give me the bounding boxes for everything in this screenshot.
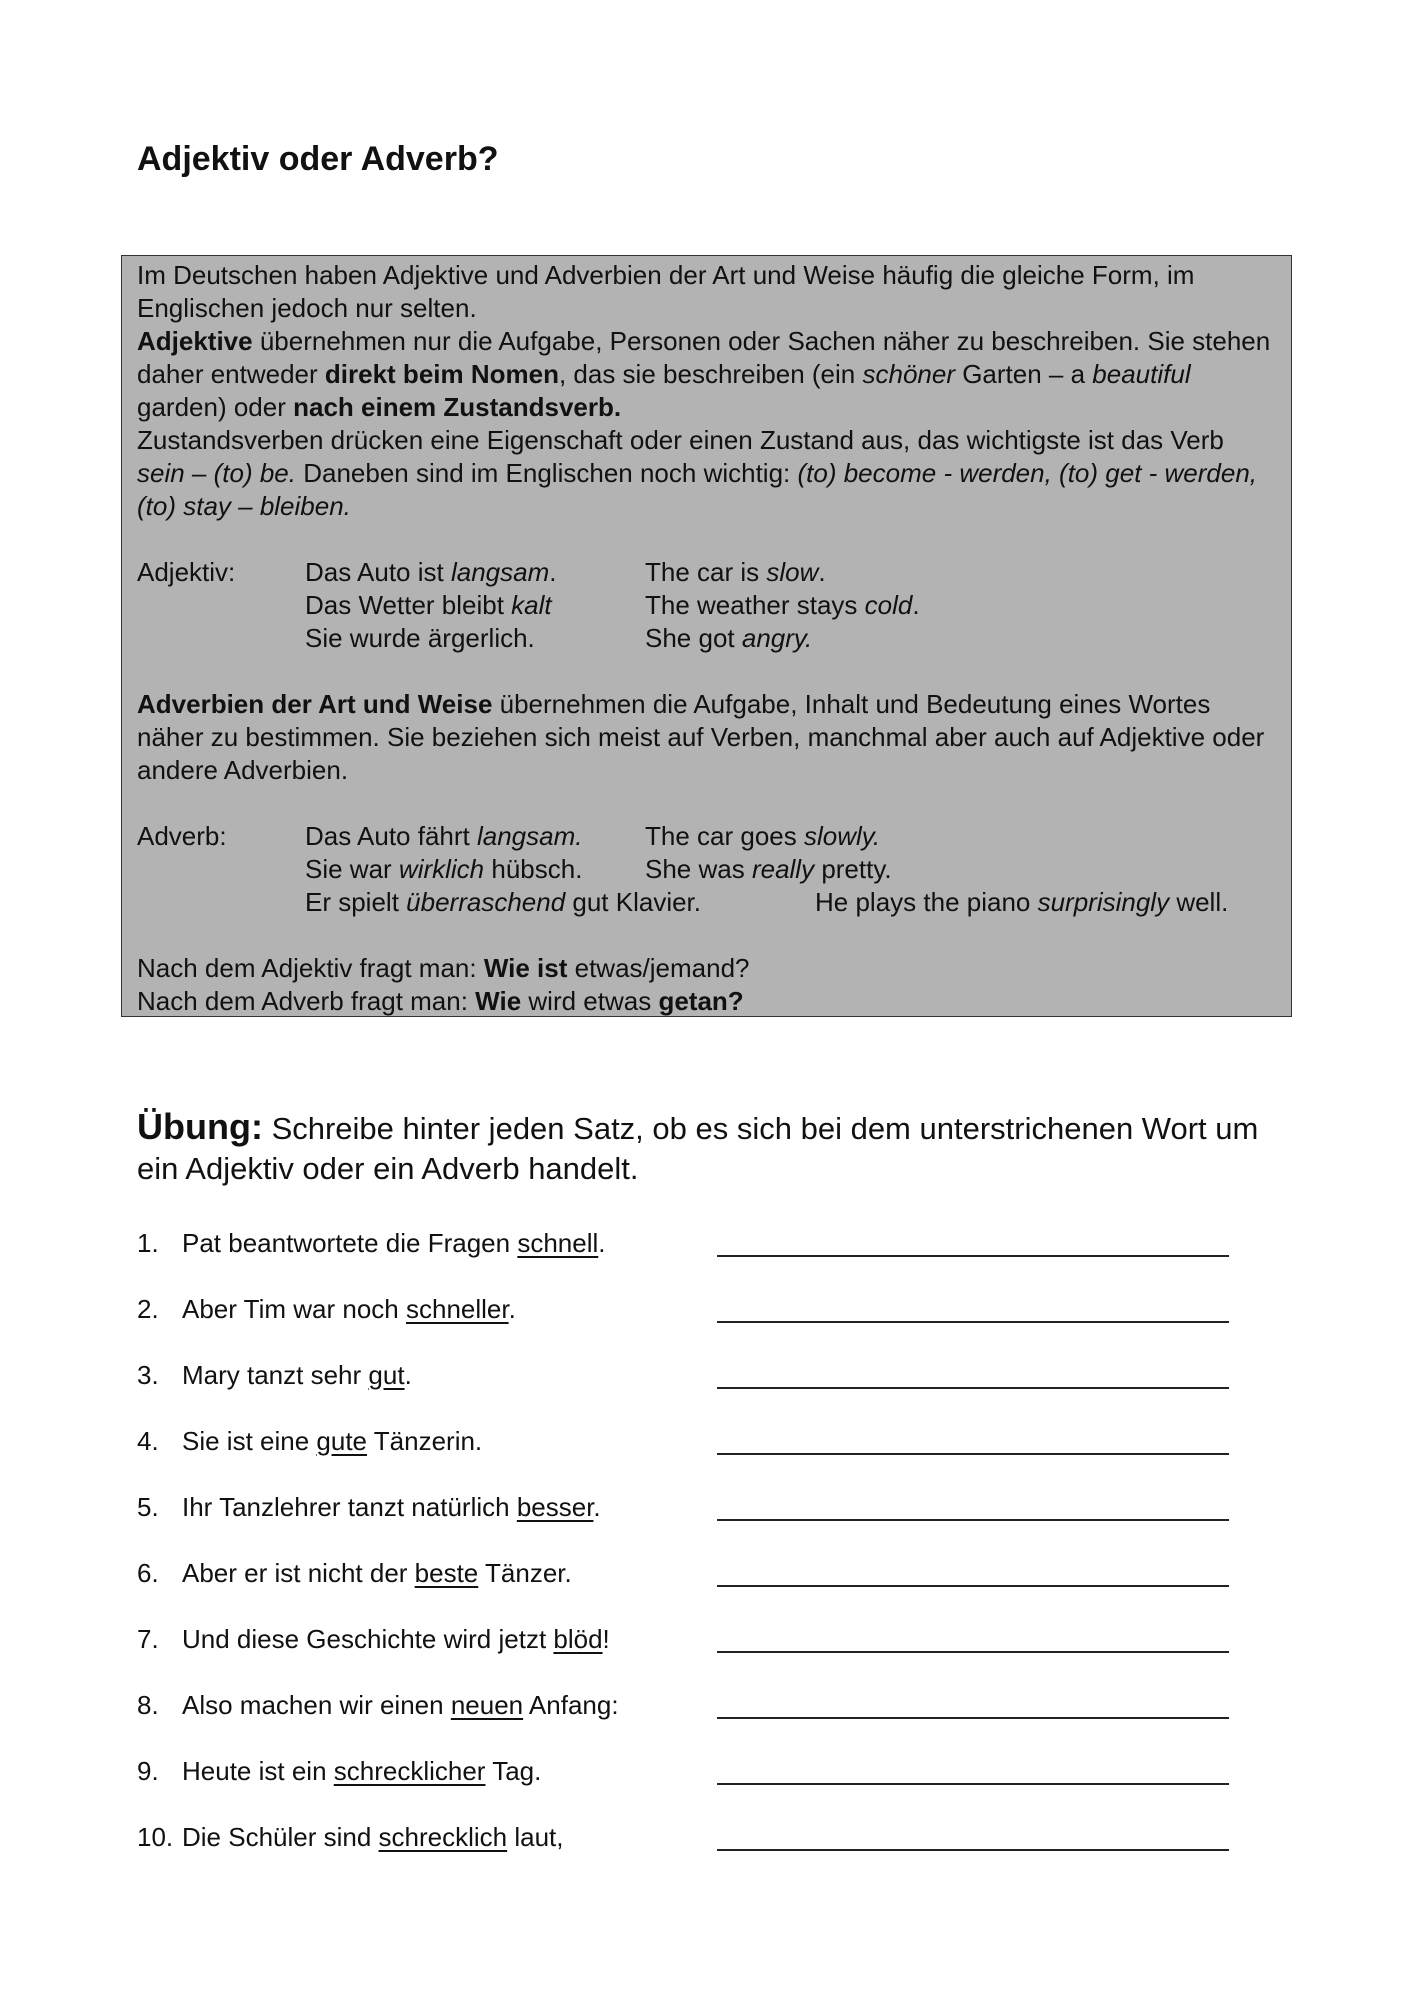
exercise-sentence: Sie ist eine gute Tänzerin. xyxy=(182,1426,483,1456)
adverb-examples xyxy=(137,820,1277,919)
german-example: Er spielt überraschend gut Klavier. xyxy=(305,887,702,917)
example-row xyxy=(137,820,1277,853)
answer-line[interactable] xyxy=(717,1651,1229,1653)
exercise-number: 9. xyxy=(137,1756,159,1786)
exercise-number: 5. xyxy=(137,1492,159,1522)
english-example: He plays the piano surprisingly well. xyxy=(815,887,1229,917)
answer-line[interactable] xyxy=(717,1783,1229,1785)
underlined-word: schrecklicher xyxy=(333,1756,486,1786)
underlined-word: schrecklich xyxy=(378,1822,508,1852)
exercise-item xyxy=(137,1753,1237,1819)
exercise-sentence: Aber er ist nicht der beste Tänzer. xyxy=(182,1558,572,1588)
english-example: The car is slow. xyxy=(645,557,826,587)
exercise-label: Übung: xyxy=(137,1106,263,1147)
exercise-item xyxy=(137,1423,1237,1489)
exercise-sentence: Aber Tim war noch schneller. xyxy=(182,1294,516,1324)
answer-line[interactable] xyxy=(717,1387,1229,1389)
exercise-item xyxy=(137,1489,1237,1555)
exercise-item xyxy=(137,1357,1237,1423)
english-example: The car goes slowly. xyxy=(645,821,881,851)
exercise-sentence: Und diese Geschichte wird jetzt blöd! xyxy=(182,1624,610,1654)
adverb-paragraph: Adverbien der Art und Weise übernehmen die Aufgabe, Inhalt und Bedeutung eines Wortes näher zu bestimmen. Sie beziehen sich meist auf Verben, manchmal aber auch auf Adjektive oder andere Adverbien. xyxy=(137,689,1265,785)
underlined-word: gute xyxy=(316,1426,368,1456)
german-example: Sie war wirklich hübsch. xyxy=(305,854,583,884)
exercise-list xyxy=(137,1225,1237,1885)
exercise-item xyxy=(137,1555,1237,1621)
answer-line[interactable] xyxy=(717,1321,1229,1323)
underlined-word: schneller xyxy=(405,1294,509,1324)
german-example: Das Auto fährt langsam. xyxy=(305,821,583,851)
exercise-sentence: Ihr Tanzlehrer tanzt natürlich besser. xyxy=(182,1492,601,1522)
example-row xyxy=(137,622,1277,655)
answer-line[interactable] xyxy=(717,1717,1229,1719)
exercise-number: 8. xyxy=(137,1690,159,1720)
german-example: Das Auto ist langsam. xyxy=(305,557,557,587)
exercise-number: 4. xyxy=(137,1426,159,1456)
answer-line[interactable] xyxy=(717,1849,1229,1851)
exercise-number: 3. xyxy=(137,1360,159,1390)
german-example: Das Wetter bleibt kalt xyxy=(305,590,552,620)
exercise-instructions: Übung: Schreibe hinter jeden Satz, ob es sich bei dem unterstrichenen Wort um ein Adjektiv oder ein Adverb handelt. xyxy=(137,1106,1259,1186)
exercise-item xyxy=(137,1291,1237,1357)
adverb-question: Nach dem Adverb fragt man: Wie wird etwas getan? xyxy=(137,986,744,1016)
exercise-sentence: Pat beantwortete die Fragen schnell. xyxy=(182,1228,606,1258)
underlined-word: beste xyxy=(414,1558,479,1588)
english-example: She was really pretty. xyxy=(645,854,892,884)
exercise-sentence: Die Schüler sind schrecklich laut, xyxy=(182,1822,564,1852)
underlined-word: schnell xyxy=(517,1228,599,1258)
adverb-label: Adverb: xyxy=(137,821,227,851)
exercise-item xyxy=(137,1225,1237,1291)
page-title: Adjektiv oder Adverb? xyxy=(137,140,499,178)
answer-line[interactable] xyxy=(717,1585,1229,1587)
exercise-number: 2. xyxy=(137,1294,159,1324)
exercise-item xyxy=(137,1621,1237,1687)
example-row xyxy=(137,556,1277,589)
answer-line[interactable] xyxy=(717,1519,1229,1521)
exercise-item xyxy=(137,1819,1237,1885)
underlined-word: besser xyxy=(516,1492,594,1522)
underlined-word: neuen xyxy=(450,1690,524,1720)
adjective-examples xyxy=(137,556,1277,655)
intro-paragraph: Im Deutschen haben Adjektive und Adverbien der Art und Weise häufig die gleiche Form, im Englischen jedoch nur selten. xyxy=(137,260,1195,323)
adjective-label: Adjektiv: xyxy=(137,557,236,587)
underlined-word: gut xyxy=(368,1360,405,1390)
exercise-sentence: Mary tanzt sehr gut. xyxy=(182,1360,412,1390)
underlined-word: blöd xyxy=(553,1624,603,1654)
grammar-info-box xyxy=(121,255,1292,1017)
english-example: She got angry. xyxy=(645,623,813,653)
adjective-paragraph: Adjektive übernehmen nur die Aufgabe, Personen oder Sachen näher zu beschreiben. Sie stehen daher entweder direkt beim Nomen, das sie beschreiben (ein schöner Garten – a beautiful garden) oder nach einem Zustandsverb. xyxy=(137,326,1271,422)
answer-line[interactable] xyxy=(717,1453,1229,1455)
exercise-item xyxy=(137,1687,1237,1753)
exercise-number: 10. xyxy=(137,1822,174,1852)
example-row xyxy=(137,886,1277,919)
exercise-number: 1. xyxy=(137,1228,159,1258)
state-verbs-paragraph: Zustandsverben drücken eine Eigenschaft oder einen Zustand aus, das wichtigste ist das Verb sein – (to) be. Daneben sind im Englischen noch wichtig: (to) become - werden, (to) get - werden, (to) stay – bleiben. xyxy=(137,425,1258,521)
english-example: The weather stays cold. xyxy=(645,590,920,620)
exercise-number: 6. xyxy=(137,1558,159,1588)
german-example: Sie wurde ärgerlich. xyxy=(305,623,535,653)
exercise-sentence: Heute ist ein schrecklicher Tag. xyxy=(182,1756,542,1786)
exercise-sentence: Also machen wir einen neuen Anfang: xyxy=(182,1690,619,1720)
example-row xyxy=(137,853,1277,886)
example-row xyxy=(137,589,1277,622)
answer-line[interactable] xyxy=(717,1255,1229,1257)
adjective-question: Nach dem Adjektiv fragt man: Wie ist etwas/jemand? xyxy=(137,953,750,983)
exercise-number: 7. xyxy=(137,1624,159,1654)
